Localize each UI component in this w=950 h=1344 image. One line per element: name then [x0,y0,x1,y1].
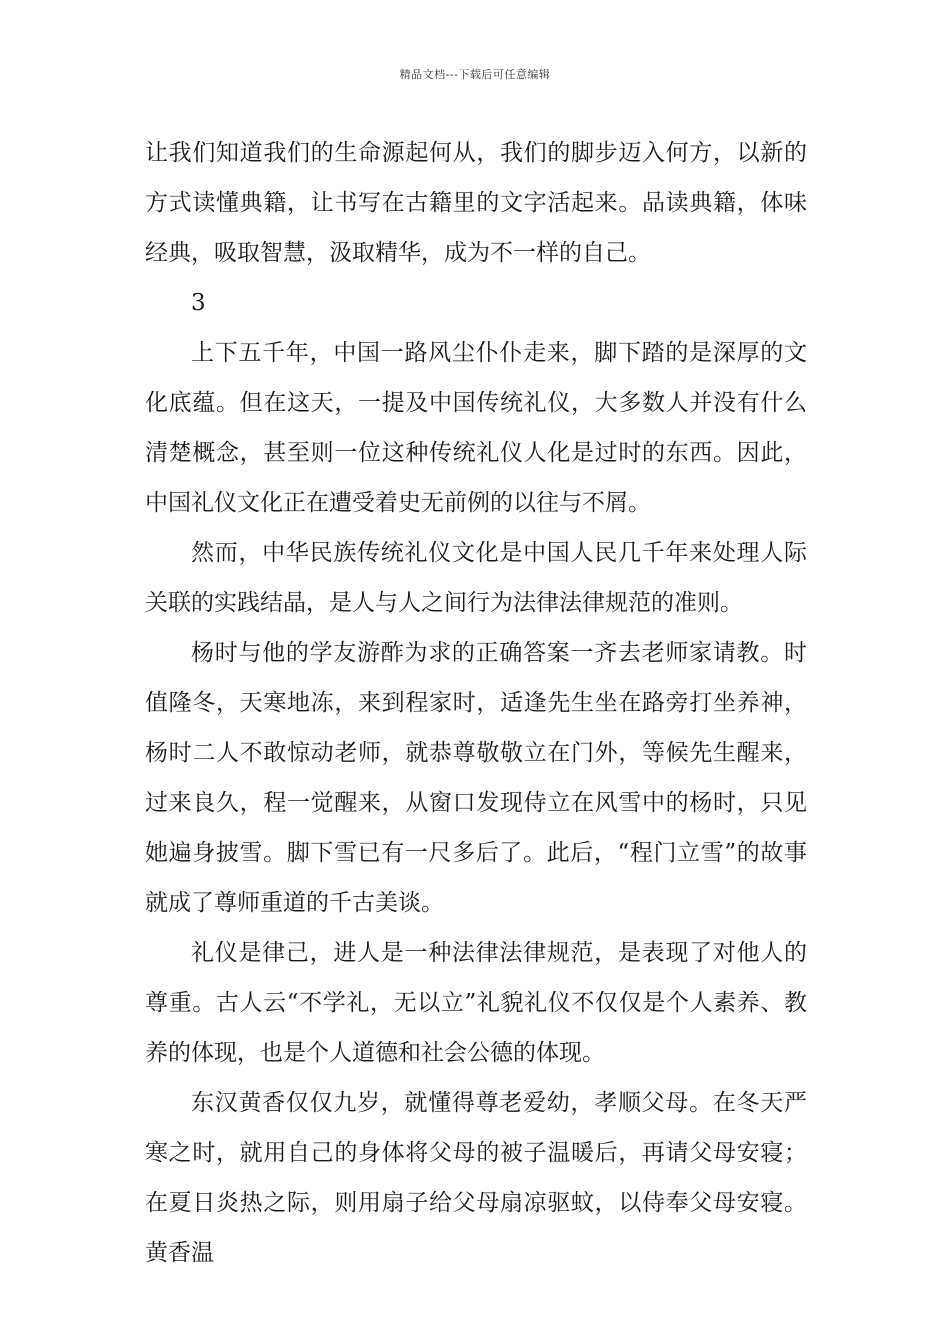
document-body [145,128,807,1278]
paragraph-6: 东汉黄香仅仅九岁，就懂得尊老爱幼，孝顺父母。在冬天严寒之时，就用自己的身体将父母的被子温暖后，再请父母安寝；在夏日炎热之际，则用扇子给父母扇凉驱蚊，以侍奉父母安寝。黄香温 [145,1090,807,1266]
paragraph-3: 然而，中华民族传统礼仪文化是中国人民几千年来处理人际关联的实践结晶，是人与人之间行为法律法律规范的准则。 [145,540,807,616]
section-number: 3 [191,290,206,316]
page-header: 精品文档---下载后可任意编辑 [399,68,551,81]
paragraph-5: 礼仪是律己，进人是一种法律法律规范，是表现了对他人的尊重。古人云“不学礼，无以立”礼貌礼仪不仅仅是个人素养、教养的体现，也是个人道德和社会公德的体现。 [145,940,807,1066]
paragraph-1: 让我们知道我们的生命源起何从，我们的脚步迈入何方，以新的方式读懂典籍，让书写在古籍里的文字活起来。品读典籍，体味经典，吸取智慧，汲取精华，成为不一样的自己。 [145,140,807,266]
paragraph-2: 上下五千年，中国一路风尘仆仆走来，脚下踏的是深厚的文化底蕴。但在这天，一提及中国传统礼仪，大多数人并没有什么清楚概念，甚至则一位这种传统礼仪人化是过时的东西。因此，中国礼仪文化正在遭受着史无前例的以往与不屑。 [145,340,807,516]
paragraph-4: 杨时与他的学友游酢为求的正确答案一齐去老师家请教。时值隆冬，天寒地冻，来到程家时，适逢先生坐在路旁打坐养神，杨时二人不敢惊动老师，就恭尊敬敬立在门外，等候先生醒来，过来良久，程一觉醒来，从窗口发现侍立在风雪中的杨时，只见她遍身披雪。脚下雪已有一尺多后了。此后，“程门立雪”的故事就成了尊师重道的千古美谈。 [145,640,807,916]
